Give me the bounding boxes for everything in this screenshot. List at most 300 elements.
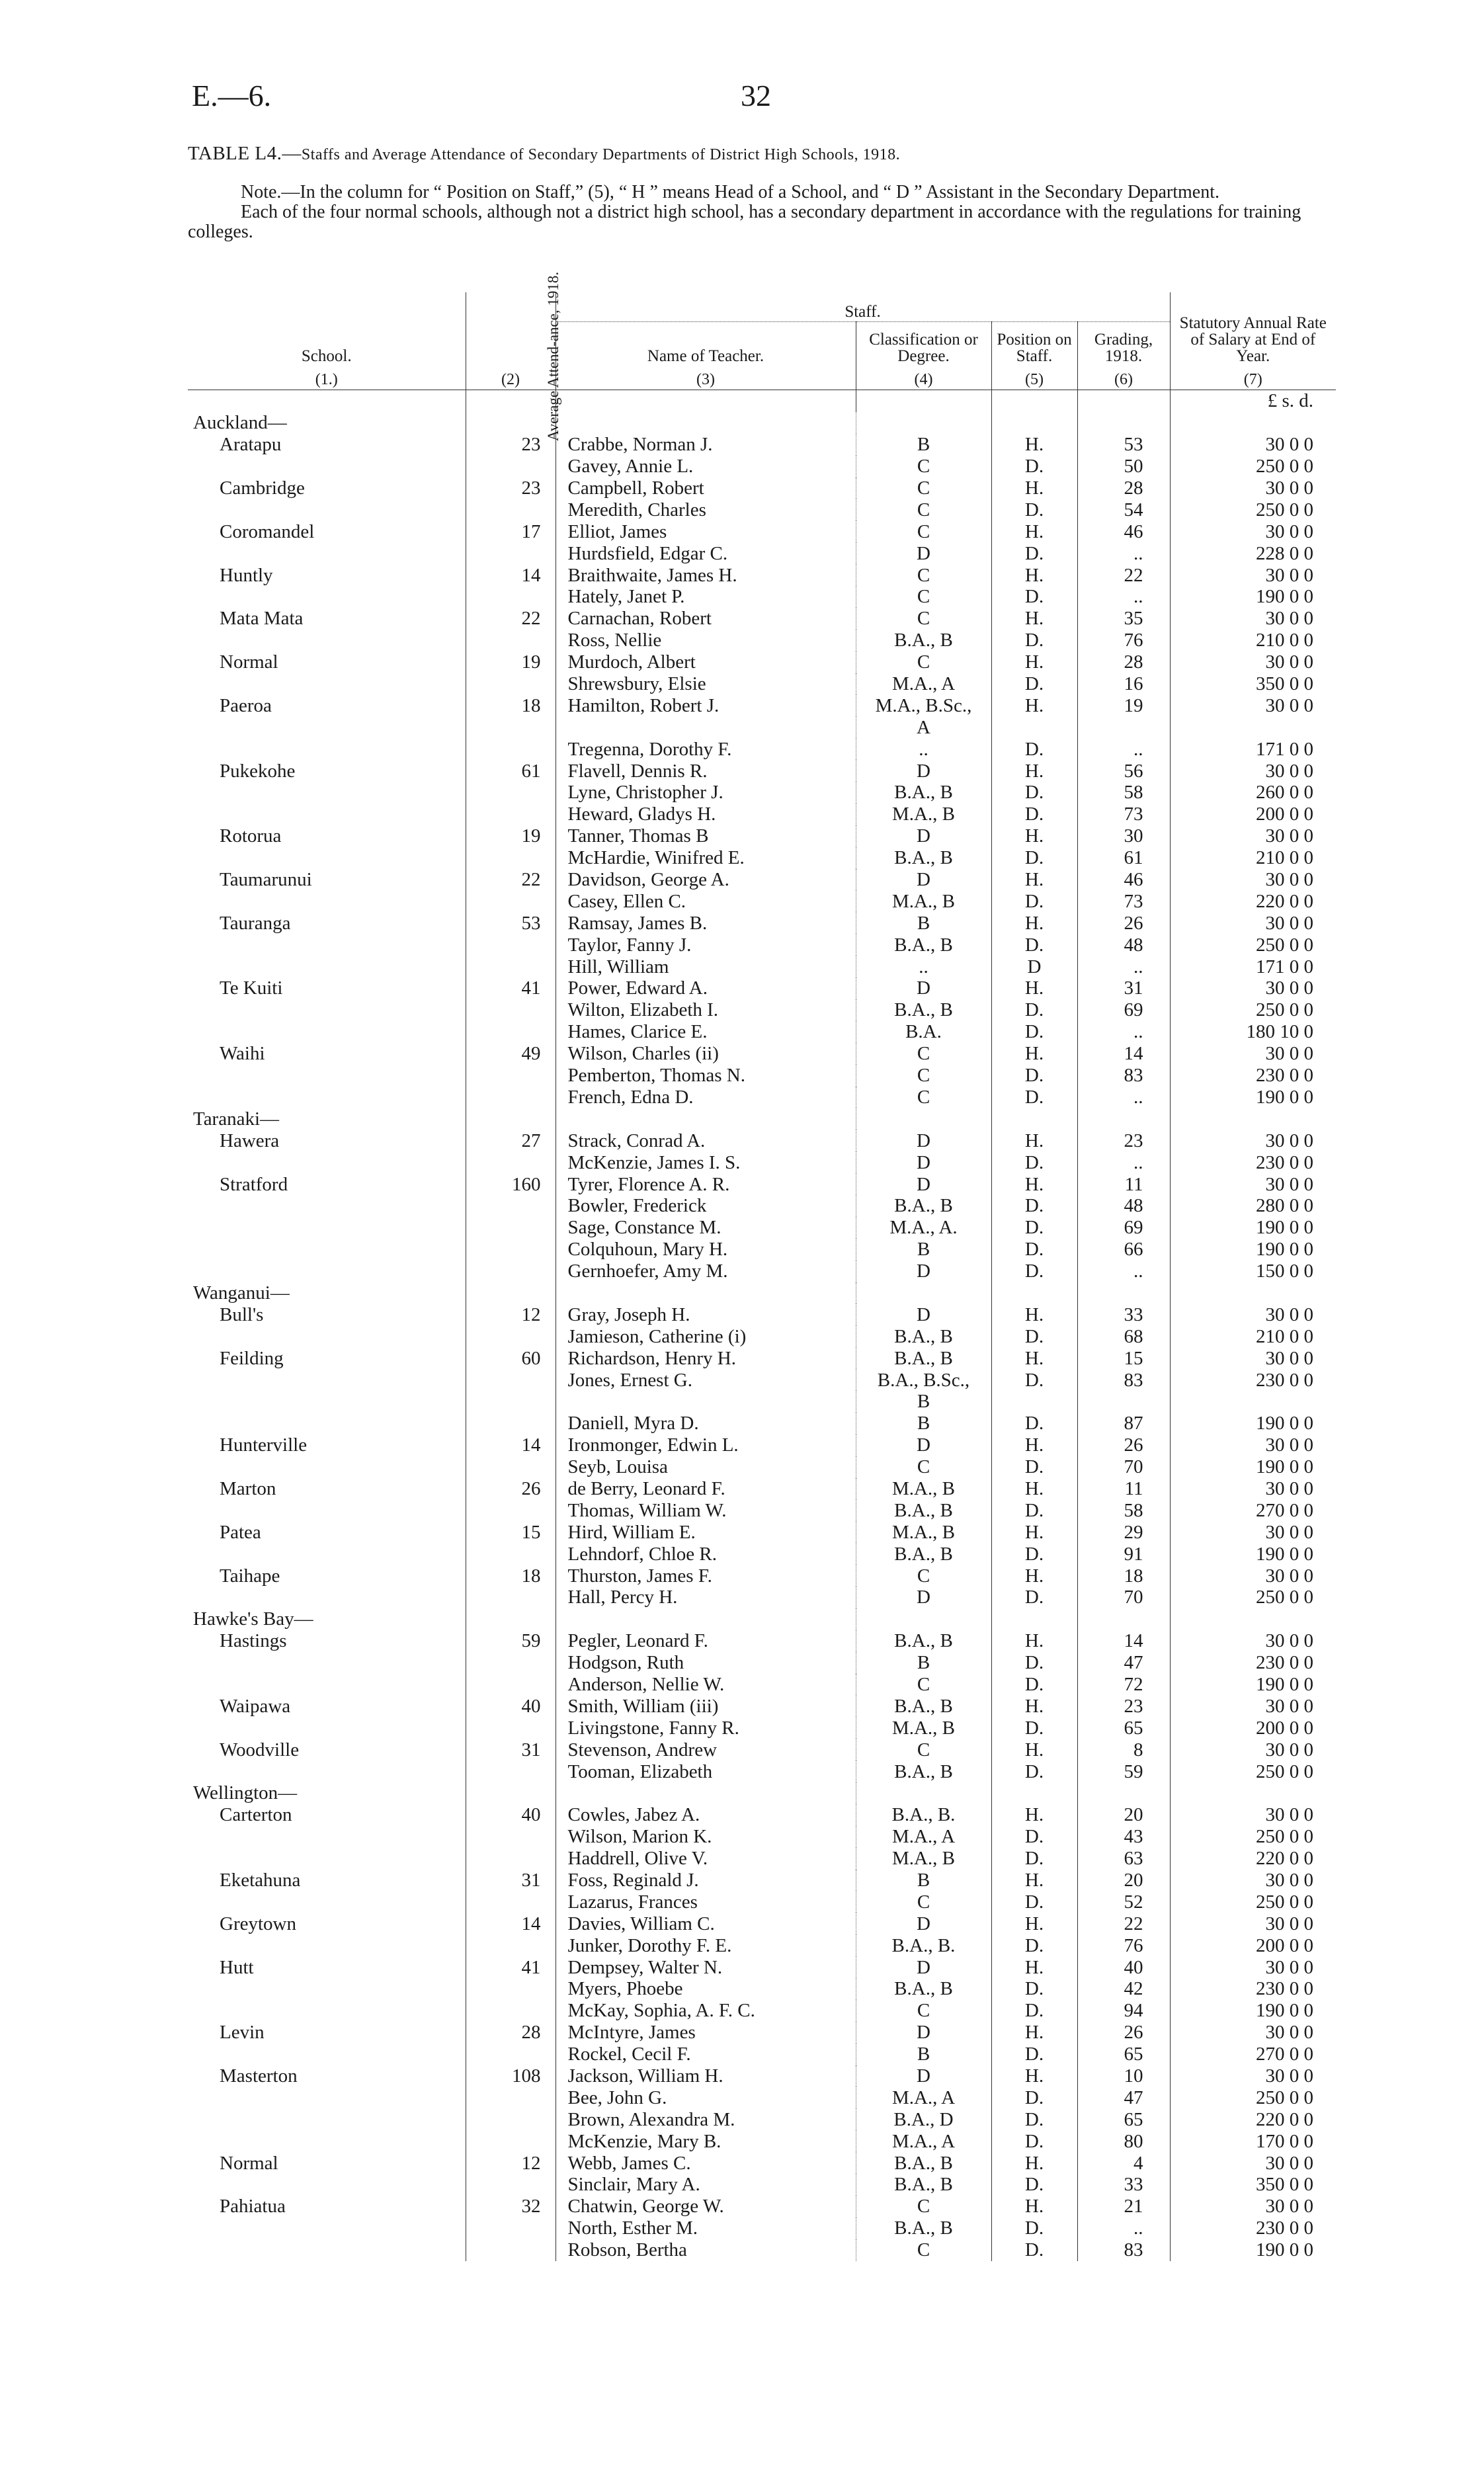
table-row [188,477,1336,499]
salary-cell: 190 0 0 [1256,1086,1314,1108]
classification-cell: M.A., B [856,1717,991,1739]
salary-cell: 30 0 0 [1265,1565,1314,1587]
teacher-name-cell: Junker, Dorothy F. E. [556,1934,856,1956]
teacher-name-cell: Lazarus, Frances [556,1891,856,1913]
table-row [188,1325,1336,1347]
position-cell: H. [991,1043,1077,1065]
teacher-name-cell: Hodgson, Ruth [556,1652,856,1674]
salary-cell: 30 0 0 [1265,2196,1314,2217]
grading-cell: 40 [1077,1956,1170,1978]
classification-cell: B.A., B [856,1543,991,1565]
salary-cell: 250 0 0 [1256,499,1314,520]
table-row [188,651,1336,673]
grading-cell: 35 [1077,608,1170,630]
attendance-cell: 23 [466,477,556,499]
grading-cell: 63 [1077,1848,1170,1870]
table-row [188,1891,1336,1913]
position-cell: H. [991,1870,1077,1891]
salary-cell: 190 0 0 [1256,1456,1314,1478]
salary-cell: 200 0 0 [1256,804,1314,825]
salary-cell: 30 0 0 [1265,1630,1314,1652]
table-row [188,1804,1336,1826]
salary-cell: 30 0 0 [1265,694,1314,716]
classification-cell: D [856,760,991,782]
position-cell: D [991,956,1077,977]
classification-cell: M.A., B [856,1478,991,1500]
teacher-name-cell: Pegler, Leonard F. [556,1630,856,1652]
salary-cell: 230 0 0 [1256,1065,1314,1087]
table-row [188,782,1336,804]
position-cell: D. [991,1891,1077,1913]
salary-cell: 30 0 0 [1265,2152,1314,2174]
position-cell: H. [991,977,1077,999]
teacher-name-cell: Sinclair, Mary A. [556,2174,856,2196]
classification-cell: C [856,1456,991,1478]
salary-cell: 30 0 0 [1265,1304,1314,1325]
position-cell: D. [991,738,1077,760]
table-row [188,434,1336,456]
classification-cell: C [856,1565,991,1587]
classification-cell: D [856,1434,991,1456]
teacher-name-cell: Shrewsbury, Elsie [556,673,856,695]
salary-cell: 30 0 0 [1265,1695,1314,1717]
position-cell: H. [991,1347,1077,1369]
grading-cell: 23 [1077,1130,1170,1151]
salary-cell: 210 0 0 [1256,847,1314,869]
position-cell: H. [991,1913,1077,1934]
teacher-name-cell: Hately, Janet P. [556,586,856,608]
salary-cell: 190 0 0 [1256,1239,1314,1261]
position-cell: H. [991,477,1077,499]
table-row [188,1043,1336,1065]
school-cell: Paeroa [188,694,466,716]
teacher-name-cell: Hurdsfield, Edgar C. [556,542,856,564]
classification-cell: C [856,477,991,499]
classification-cell: C [856,1087,991,1108]
teacher-name-cell: Carnachan, Robert [556,608,856,630]
school-cell: Aratapu [188,434,466,456]
teacher-name-cell: Heward, Gladys H. [556,804,856,825]
position-cell: H. [991,1630,1077,1652]
grading-cell: 58 [1077,782,1170,804]
teacher-name-cell: McHardie, Winifred E. [556,847,856,869]
attendance-cell: 49 [466,1043,556,1065]
position-cell: D. [991,1652,1077,1674]
table-row [188,456,1336,477]
attendance-cell: 28 [466,2022,556,2044]
grading-cell: 30 [1077,825,1170,847]
salary-cell: 230 0 0 [1256,1978,1314,2000]
salary-cell: 220 0 0 [1256,2108,1314,2130]
page-number: 32 [741,79,771,112]
salary-cell: 220 0 0 [1256,890,1314,912]
attendance-cell: 22 [466,608,556,630]
grading-cell: 70 [1077,1456,1170,1478]
table-row [188,1739,1336,1760]
teacher-name-cell: Hamilton, Robert J. [556,694,856,716]
classification-cell: C [856,499,991,520]
position-cell: D. [991,1151,1077,1173]
attendance-cell: 40 [466,1804,556,1826]
grading-cell: 42 [1077,1978,1170,2000]
classification-cell: B.A., B [856,630,991,651]
school-cell: Taihape [188,1565,466,1587]
grading-cell: 19 [1077,694,1170,716]
salary-cell: 190 0 0 [1256,2239,1314,2261]
salary-cell: 171 0 0 [1256,738,1314,760]
teacher-name-cell: Robson, Bertha [556,2239,856,2261]
teacher-name-cell: Pemberton, Thomas N. [556,1065,856,1087]
table-row [188,1543,1336,1565]
classification-cell: B.A., B [856,1499,991,1521]
table-row [188,2196,1336,2217]
salary-cell: 30 0 0 [1265,1870,1314,1891]
teacher-name-cell: Ironmonger, Edwin L. [556,1434,856,1456]
teacher-name-cell: Wilson, Marion K. [556,1826,856,1848]
classification-cell: C [856,2000,991,2022]
grading-cell: 26 [1077,1434,1170,1456]
table-row [188,542,1336,564]
salary-cell: 250 0 0 [1256,1826,1314,1848]
teacher-name-cell: Jamieson, Catherine (i) [556,1325,856,1347]
classification-cell: B [856,1652,991,1674]
grading-cell: 52 [1077,1891,1170,1913]
teacher-name-cell: Flavell, Dennis R. [556,760,856,782]
attendance-cell: 32 [466,2196,556,2217]
attendance-cell: 53 [466,912,556,934]
grading-cell: .. [1077,1261,1170,1282]
table-row [188,1347,1336,1369]
teacher-name-cell: Davidson, George A. [556,869,856,891]
salary-cell: 250 0 0 [1256,934,1314,956]
position-cell: D. [991,1934,1077,1956]
classification-cell: B.A., B [856,2152,991,2174]
region-label: Wellington— [188,1782,466,1804]
school-cell: Waipawa [188,1695,466,1717]
grading-cell: 61 [1077,847,1170,869]
col-number: (7) [1170,366,1336,390]
table-row [188,825,1336,847]
col-number: (5) [991,366,1077,390]
teacher-name-cell: McKenzie, James I. S. [556,1151,856,1173]
school-cell: Cambridge [188,477,466,499]
classification-cell: D [856,1151,991,1173]
attendance-cell: 26 [466,1478,556,1500]
attendance-cell: 15 [466,1521,556,1543]
table-row [188,999,1336,1021]
table-row [188,1217,1336,1239]
table-body [188,390,1336,2261]
salary-cell: 190 0 0 [1256,1543,1314,1565]
position-cell: D. [991,1760,1077,1782]
school-cell: Pukekohe [188,760,466,782]
classification-cell: B.A., B [856,1978,991,2000]
grading-cell: 11 [1077,1478,1170,1500]
position-cell: H. [991,2022,1077,2044]
salary-cell: 270 0 0 [1256,1499,1314,1521]
position-cell: D. [991,1369,1077,1391]
table-row [188,1261,1336,1282]
position-cell: D. [991,782,1077,804]
grading-cell: 18 [1077,1565,1170,1587]
salary-cell: 250 0 0 [1256,456,1314,477]
school-cell: Mata Mata [188,608,466,630]
teacher-name-cell: Tyrer, Florence A. R. [556,1173,856,1195]
grading-cell: 46 [1077,520,1170,542]
teacher-name-cell: Elliot, James [556,520,856,542]
grading-cell: 21 [1077,2196,1170,2217]
classification-header: Classification or Degree. [856,322,991,366]
school-cell: Waihi [188,1043,466,1065]
table-row [188,1521,1336,1543]
salary-cell: 30 0 0 [1265,564,1314,586]
position-header: Position on Staff. [991,322,1077,366]
classification-cell: B.A., B [856,1760,991,1782]
classification-cell: C [856,586,991,608]
table-row [188,2087,1336,2108]
attendance-header-text: Average Attend-ance, 1918. [544,271,561,442]
teacher-name-cell: Ramsay, James B. [556,912,856,934]
teacher-name-cell: Strack, Conrad A. [556,1130,856,1151]
position-cell: H. [991,869,1077,891]
grading-cell: 33 [1077,1304,1170,1325]
teacher-name-cell: Myers, Phoebe [556,1978,856,2000]
table-row [188,1087,1336,1108]
grading-cell: 91 [1077,1543,1170,1565]
teacher-name-cell: Campbell, Robert [556,477,856,499]
table-row [188,1870,1336,1891]
school-cell: Carterton [188,1804,466,1826]
classification-cell: D [856,825,991,847]
salary-cell: 200 0 0 [1256,1717,1314,1739]
table-row [188,1021,1336,1043]
position-cell: D. [991,586,1077,608]
table-row [188,2108,1336,2130]
attendance-header [466,271,561,442]
classification-cell: M.A., B [856,890,991,912]
table-row [188,1151,1336,1173]
grading-cell: 69 [1077,1217,1170,1239]
grading-cell: 70 [1077,1587,1170,1608]
table-row [188,2174,1336,2196]
school-cell: Stratford [188,1173,466,1195]
teacher-name-cell: McIntyre, James [556,2022,856,2044]
position-cell: H. [991,520,1077,542]
salary-cell: 30 0 0 [1265,760,1314,782]
salary-cell: 30 0 0 [1265,434,1314,456]
attendance-cell: 22 [466,869,556,891]
salary-cell: 250 0 0 [1256,1891,1314,1913]
position-cell: D. [991,499,1077,520]
table-row [188,499,1336,520]
grading-cell: 87 [1077,1413,1170,1434]
table-row [188,694,1336,716]
classification-cell: B.A., B [856,934,991,956]
classification-cell: M.A., B [856,1521,991,1543]
position-cell: H. [991,1130,1077,1151]
position-cell: D. [991,890,1077,912]
school-cell: Normal [188,2152,466,2174]
position-cell: D. [991,456,1077,477]
table-row [188,804,1336,825]
grading-cell: 26 [1077,912,1170,934]
salary-cell: 270 0 0 [1256,2044,1314,2065]
position-cell: D. [991,1325,1077,1347]
grading-cell: 16 [1077,673,1170,695]
grading-cell: 56 [1077,760,1170,782]
salary-cell: 230 0 0 [1256,1151,1314,1173]
school-cell: Tauranga [188,912,466,934]
table-row [188,1499,1336,1521]
table-row [188,1304,1336,1325]
grading-cell: .. [1077,1151,1170,1173]
teacher-name-cell: Ross, Nellie [556,630,856,651]
teacher-name-cell: Wilson, Charles (ii) [556,1043,856,1065]
table-row [188,1674,1336,1696]
grading-cell: 69 [1077,999,1170,1021]
salary-cell: 30 0 0 [1265,608,1314,630]
table-row [188,2152,1336,2174]
table-row [188,1760,1336,1782]
table-row [188,1587,1336,1608]
position-cell: D. [991,1261,1077,1282]
teacher-name-cell: Crabbe, Norman J. [556,434,856,456]
grading-cell: 73 [1077,804,1170,825]
classification-cell: B [856,1413,991,1434]
classification-cell: M.A., B [856,804,991,825]
classification-cell: B [856,434,991,456]
position-cell: D. [991,673,1077,695]
grading-cell: 54 [1077,499,1170,520]
teacher-name-cell: Gray, Joseph H. [556,1304,856,1325]
position-cell: H. [991,434,1077,456]
classification-cell: .. [856,738,991,760]
position-cell: D. [991,1239,1077,1261]
classification-cell: B.A., B [856,1347,991,1369]
salary-cell: 250 0 0 [1256,2087,1314,2108]
grading-cell: 53 [1077,434,1170,456]
position-cell: D. [991,1413,1077,1434]
grading-cell: 11 [1077,1173,1170,1195]
teacher-name-cell: McKay, Sophia, A. F. C. [556,2000,856,2022]
school-cell: Patea [188,1521,466,1543]
salary-cell: 200 0 0 [1256,1934,1314,1956]
grading-cell: 23 [1077,1695,1170,1717]
school-cell: Taumarunui [188,869,466,891]
table-row [188,1695,1336,1717]
currency-units: £ s. d. [1267,390,1314,412]
teacher-name-cell: Sage, Constance M. [556,1217,856,1239]
position-cell: D. [991,1217,1077,1239]
teacher-name-cell: Power, Edward A. [556,977,856,999]
teacher-name-cell: Hill, William [556,956,856,977]
teacher-name-cell: Seyb, Louisa [556,1456,856,1478]
grading-cell: 29 [1077,1521,1170,1543]
salary-cell: 230 0 0 [1256,1652,1314,1674]
classification-cell: B.A., B [856,999,991,1021]
salary-cell: 210 0 0 [1256,630,1314,651]
grading-cell: 48 [1077,1195,1170,1217]
position-cell: D. [991,934,1077,956]
grading-cell: 14 [1077,1630,1170,1652]
attendance-cell: 40 [466,1695,556,1717]
grading-cell: 10 [1077,2065,1170,2087]
table-note [188,183,1336,242]
grading-cell: 28 [1077,651,1170,673]
teacher-name-cell: Foss, Reginald J. [556,1870,856,1891]
position-cell: D. [991,630,1077,651]
position-cell: H. [991,2152,1077,2174]
grading-cell: .. [1077,586,1170,608]
grading-cell: 65 [1077,2108,1170,2130]
position-cell: H. [991,1565,1077,1587]
teacher-name-cell: Tregenna, Dorothy F. [556,738,856,760]
teacher-name-cell: French, Edna D. [556,1087,856,1108]
position-cell: H. [991,1695,1077,1717]
grading-cell: 20 [1077,1804,1170,1826]
grading-cell: 47 [1077,2087,1170,2108]
position-cell: H. [991,1478,1077,1500]
classification-cell: C [856,1065,991,1087]
table-row [188,890,1336,912]
classification-cell: C [856,651,991,673]
salary-cell: 350 0 0 [1256,673,1314,695]
salary-cell: 171 0 0 [1256,956,1314,977]
teacher-name-cell: Tanner, Thomas B [556,825,856,847]
position-cell: H. [991,564,1077,586]
teacher-name-header: Name of Teacher. [556,322,856,366]
position-cell: H. [991,1521,1077,1543]
grading-cell: 46 [1077,869,1170,891]
table-row [188,847,1336,869]
grading-cell: 8 [1077,1739,1170,1760]
table-row [188,760,1336,782]
position-cell: D. [991,1021,1077,1043]
page-reference: E.—6. [192,79,272,112]
classification-cell: D [856,1956,991,1978]
table-row [188,1934,1336,1956]
col-number: (4) [856,366,991,390]
grading-cell: 14 [1077,1043,1170,1065]
classification-cell: C [856,1043,991,1065]
table-row [188,1195,1336,1217]
classification-cell: C [856,2196,991,2217]
table-title-lead: TABLE L4.— [188,143,302,164]
school-cell: Masterton [188,2065,466,2087]
teacher-name-cell: Chatwin, George W. [556,2196,856,2217]
grading-cell: 72 [1077,1674,1170,1696]
table-row [188,1717,1336,1739]
position-cell: D. [991,999,1077,1021]
attendance-cell: 12 [466,2152,556,2174]
salary-cell: 30 0 0 [1265,2065,1314,2087]
grading-cell: 94 [1077,2000,1170,2022]
school-cell: Marton [188,1478,466,1500]
classification-cell: B.A., B [856,782,991,804]
salary-cell: 30 0 0 [1265,1521,1314,1543]
salary-cell: 30 0 0 [1265,1043,1314,1065]
table-row [188,1652,1336,1674]
table-row [188,586,1336,608]
attendance-cell: 12 [466,1304,556,1325]
classification-cell: D [856,869,991,891]
teacher-name-cell: McKenzie, Mary B. [556,2130,856,2152]
salary-cell: 230 0 0 [1256,2217,1314,2239]
salary-cell: 30 0 0 [1265,912,1314,934]
grading-cell: .. [1077,2217,1170,2239]
position-cell: H. [991,608,1077,630]
salary-cell: 228 0 0 [1256,542,1314,564]
